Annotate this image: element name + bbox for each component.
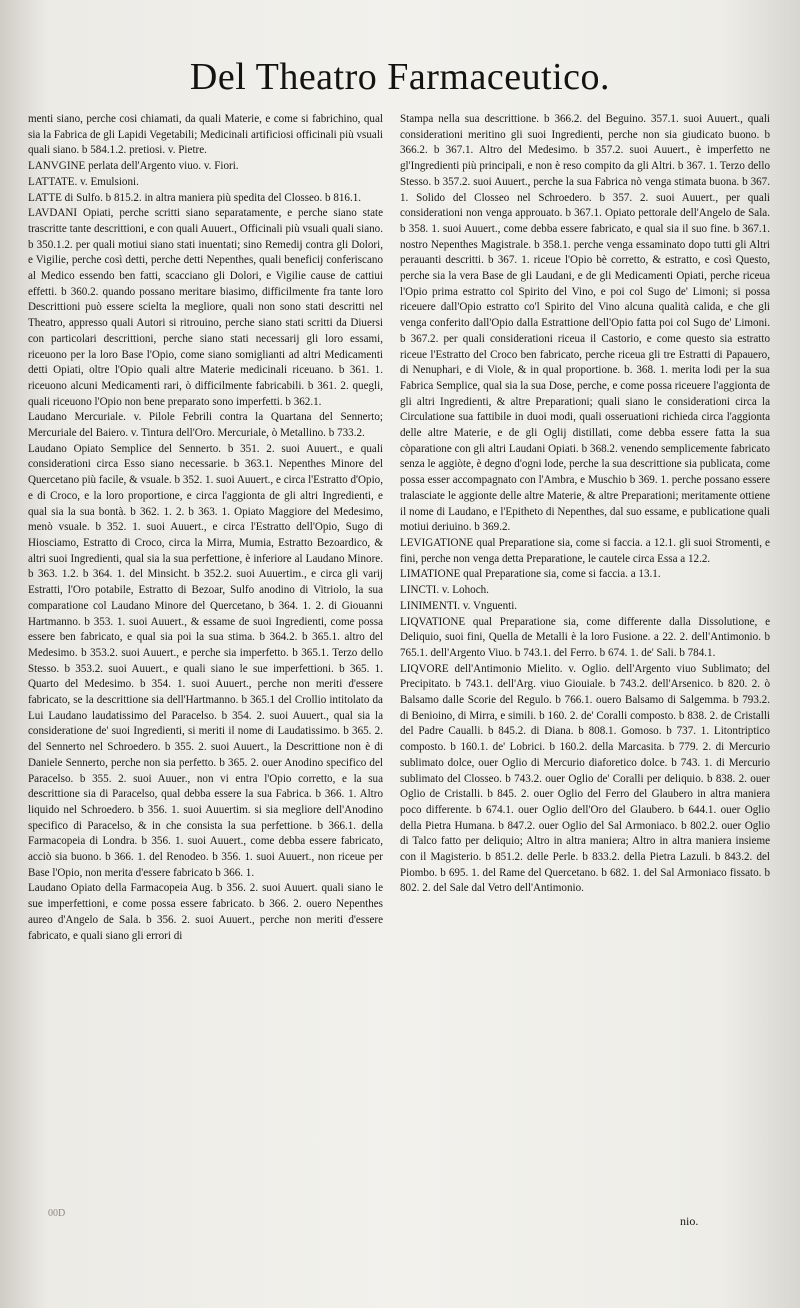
index-entry: Laudano Mercuriale. v. Pilole Febrili contra la Quartana del Sennerto; Mercuriale del Baiero. v. Tintura dell'Oro. Mercuriale, ò Metallino. b 733.2. [28,411,383,440]
index-entry: LIQVATIONE qual Preparatione sia, come differente dalla Dissolutione, e Deliquio, suoi fini, Quella de Metalli è la loro Fusione. a 22. 2. dell'Antimonio. b 765.1. dell'Argento Viuo. b 743.1. del Ferro. b 674. 1. de' Sali. b 784.1. [400,615,770,659]
bottom-mark: 00D [48,1208,66,1219]
index-entry: LIMATIONE qual Preparatione sia, come si faccia. a 13.1. [400,568,661,581]
index-entry: Stampa nella sua descrittione. b 366.2. del Beguino. 357.1. suoi Auuert., quali considerationi meritino gli suoi Ingredienti, perche non sia giudicato buono. b 366.2. b 367.1. Altro del Medesimo. b 357.2. suoi Auuert., è imperfetto ne gl'Ingredienti più principali, e non è reso compito da gli Altri. b 367. 1. Terzo dello Stesso. b 357.2. suoi Auuert., perche la sua Fabrica nò venga stimata buona. b 367. 1. Solido del Closseo nel Schroedero. b 357. 2. suoi Auuert., per quali considerationi non venga approuato. b 367.1. Opiato pettorale dell'Angelo de Sala. b 358. 1. suoi Auuert., come debba essere fabricato, e qual sia il suo fine. b 367.1. nostro Nepenthes Magistrale. b 358.1. perche venga essaminato dopo tutti gli Altri perauanti descritti. b 367. 1. riceue l'Opio bè corretto, & estratto, e così Questo, perche sia la vera Base de gli Laudani, e de gli Medicamenti Opiati, perche riceua l'Opio prima estratto col Spirito del Vino, e poi col Sugo de' Limoni; si possa riceuere dall'Opio estratto co'l Spirito del Vino alcuna qualità calida, e che gli venga conferito dall'Opio dalla Estrattione dell'Opio fatta poi col Sugo de' Limoni. b 367.2. per quali considerationi riceua il Castorio, e come questo sia estratto riceue l'Estratto del Croco ben fabricato, perche riceua gli tre Estratti di Papauero, di Nenuphari, e di Viole, & in qual proportione. b. 368. 1. merita lodi per la sua Fabrica Semplice, qual sia la sua Dose, perche, e come possa riceuere l'aggionta de gli altri Ingredienti, & altre Preparationi; quali siano le considerationi circa la Circulatione sua fattibile in duoi modi, quali osseruationi richieda circa l'aggionta delle altre Materie, e de gli Oglij distillati, come debba essere fatta la sua còparatione con gli altri Laudani Opiati. b 368.2. venendo semplicemente fabricato senza le aggiòte, è degno d'ogni lode, perche la sua descrittione sia publicata, come possa esser accompagnato con l'Ambra, e Muschio b 369. 1. perche possano essere tralasciate le aggionte delle altre Materie, & altre Preparationi; meritamente ottiene il nome di Laudano, e l'Epitheto di Nepenthes, dal suo essame, e publicatione quali motiui deriuino. b 369.2. [400,113,770,534]
index-entry: LATTATE. v. Emulsioni. [28,175,139,188]
index-entry: LINIMENTI. v. Vnguenti. [400,599,518,612]
index-entry: LAVDANI Opiati, perche scritti siano separatamente, e perche siano state trascritte tante descrittioni, e con quali Auuert., Officinali più vsuali quali siano. b 350.1.2. per quali motiui siano stati inuentati; sino Remedij contra gli Dolori, e Vigilie, perche così detti, perche detti Nepenthes, quali beneficij conferiscano al Medico essendo ben fatti, scacciano gli Dolori, e Vigilie cause de cattiui effetti. b 360.2. quando possano meritare biasimo, difficilmente fra tante loro Descrittioni può essere scielta la megliore, quali non sono stati descritti nel Theatro, appresso quali Autori si ritrouino, perche siano stati scritti da Diuersi con particolari descrittioni, perche siano stati necessarij gli loro essami, riceuono per la loro Base l'Opio, come siano somiglianti ad altri Medicamenti detti Opiati, oltre l'Opio quali altre Materie medicinali riceuano. b 361. 1. riceuono alcuni Medicamenti rari, ò difficilmente fabricabili. b 361. 2. quegli, quali riceuono l'Opio non bene preparato sono imperfetti. b 362.1. [28,207,383,408]
catchword: nio. [680,1214,699,1228]
index-entry: LINCTI. v. Lohoch. [400,584,489,597]
index-entry: LEVIGATIONE qual Preparatione sia, come si faccia. a 12.1. gli suoi Stromenti, e fini, perche non venga detta Preparatione, le cautele circa Essa a 12.2. [400,536,770,565]
right-column [400,112,770,897]
index-entry: menti siano, perche cosi chiamati, da quali Materie, e come si fabrichino, qual sia la Fabrica de gli Lapidi Vegetabili; Medicinali artificiosi officinali più vsuali quali siano. b 584.1.2. pretiosi. v. Pietre. [28,113,383,157]
page-title: Del Theatro Farmaceutico. [189,56,611,98]
index-entry: LATTE di Sulfo. b 815.2. in altra maniera più spedita del Closseo. b 816.1. [28,191,362,204]
index-entry: LANVGINE perlata dell'Argento viuo. v. Fiori. [28,160,239,173]
index-entry: LIQVORE dell'Antimonio Mielito. v. Oglio. dell'Argento viuo Sublimato; del Precipitato. b 743.1. dell'Arg. viuo Giouiale. b 743.2. dell'Arsenico. b 820. 2. ò Balsamo dalle Scorie del Regulo. b 766.1. ouero Balsamo di Salgemma. b 793.2. di Benioino, di Mirra, e simili. b 160. 2. de' Coralli composto. b 838. 2. de Cristalli del Padre Caualli. b 845.2. di Diana. b 808.1. Gomoso. b 737. 1. Litontriptico composto. b 160.1. de' Lobrici. b 160.2. della Marcasita. b 779. 2. di Mercurio sublimato dolce, ouer Oglio di Mercurio diaforetico dolce. b 743. 1. di Mercurio sublimato del Closseo. b 743.2. ouer Oglio de' Coralli per deliquio. b 838. 2. ouer Oglio de Cristalli. b 845. 2. ouer Oglio del Ferro del Glaubero in altra maniera poco differente. b 674.1. ouer Oglio dell'Oro del Glaubero. b 644.1. ouer Oglio della Pietra Humana. b 847.2. ouer Oglio del Sal Armoniaco. b 802.2. ouer Oglio di Talco fatto per deliquio; Altro in altra maniera; Altro in altra maniera insieme con il Magisterio. b 851.2. delle Perle. b 833.2. della Pietra Lazuli. b 843.2. del Piombo. b 695. 1. del Rame del Quercetano. b 682. 1. del Sal Armoniaco fissato. b 802. 2. del Sale dal Vetro dell'Antimonio. [400,662,770,895]
index-entry: Laudano Opiato della Farmacopeia Aug. b 356. 2. suoi Auuert. quali siano le sue imperfettioni, e come possa essere fabricato. b 366. 2. ouero Nepenthes aureo d'Angelo de Sala. b 356. 2. suoi Auuert., perche non meriti d'essere fabricato, e quali siano gli errori di [28,882,383,942]
index-entry: Laudano Opiato Semplice del Sennerto. b 351. 2. suoi Auuert., e quali considerationi circa Esso siano necessarie. b 363.1. Nepenthes Minore del Quercetano più facile, & vsuale. b 352. 1. suoi Auuert., e circa l'Estratto d'Opio, e di Croco, e la loro proportione, e circa l'aggionta de gli altri Ingredienti, e qual sia la sua bontà. b 362. 1. 2. b 363. 1. Opiato Maggiore del Medesimo, menò vsuale. b 352. 1. suoi Auuert., e circa l'Estratto dell'Opio, Sugo di Hiosciamo, Estratto di Croco, circa la Mirra, Mumia, Estratto Bezoardico, & altri suoi Ingredienti, qual sia la sua perfettione, è inferiore al Laudano Minore. b 363. 1.2. b 364. 1. del Minsicht. b 352.2. suoi Auuertim., e circa gli varij Estratti, l'Oro potabile, Estratto di Bezoar, Sulfo anodino di Vitriolo, la sua comparatione col Laudano Minore del Quercetano, b 364. 1. 2. di Giouanni Hartmanno. b 353. 1. suoi Auuert., & essame de suoi Ingredienti, come possa essere ben fabricato, e qual sia poi la sua stima. b 364.2. b 365.1. altro del Medesimo. b 353.2. suoi Auuert., e perche sia imperfetto. b 365.1. Terzo dello Stesso. b 353.2. suoi Auuert., e quali siano le sue imperfettioni. b 365. 1. Quarto del Medesimo. b 354. 1. suoi Auuert., perche non meriti d'essere fabricato, se la descrittione sia dell'Hartmanno. b 365.1 del Crollio intitolato da Lui Laudano laudatissimo del Paracelso. b 354. 2. suoi Auuert., qual sia la consideratione de' suoi Ingredienti, si meriti il nome di Laudatissimo. b 365. 2. del Sennerto nel Schroedero. b 355. 2. suoi Auuert., la Descrittione non è di Daniele Sennerto, perche non sia perfetto. b 365. 2. ouer Anodino specifico del Paracelso. b 355. 2. suoi Auuer., non vi entra l'Opio corretto, e la sua descrittione sia di Paracelso, qual debba essere la sua Fabrica. b 366. 1. Altro liquido nel Schroedero. b 356. 1. suoi Auuertim. si sia megliore dell'Anodino specifico di Paracelso, & in che consista la sua perfettione. b 366.1. della Farmacopeia di Londra. b 356. 1. suoi Auuert., come debba essere fabricato, acciò sia buono. b 366. 1. del Renodeo. b 356. 1. suoi Auuert., non riceue per Base l'Opio, non merita d'essere fabricato b 366. 1. [28,442,383,879]
left-column [28,112,383,944]
